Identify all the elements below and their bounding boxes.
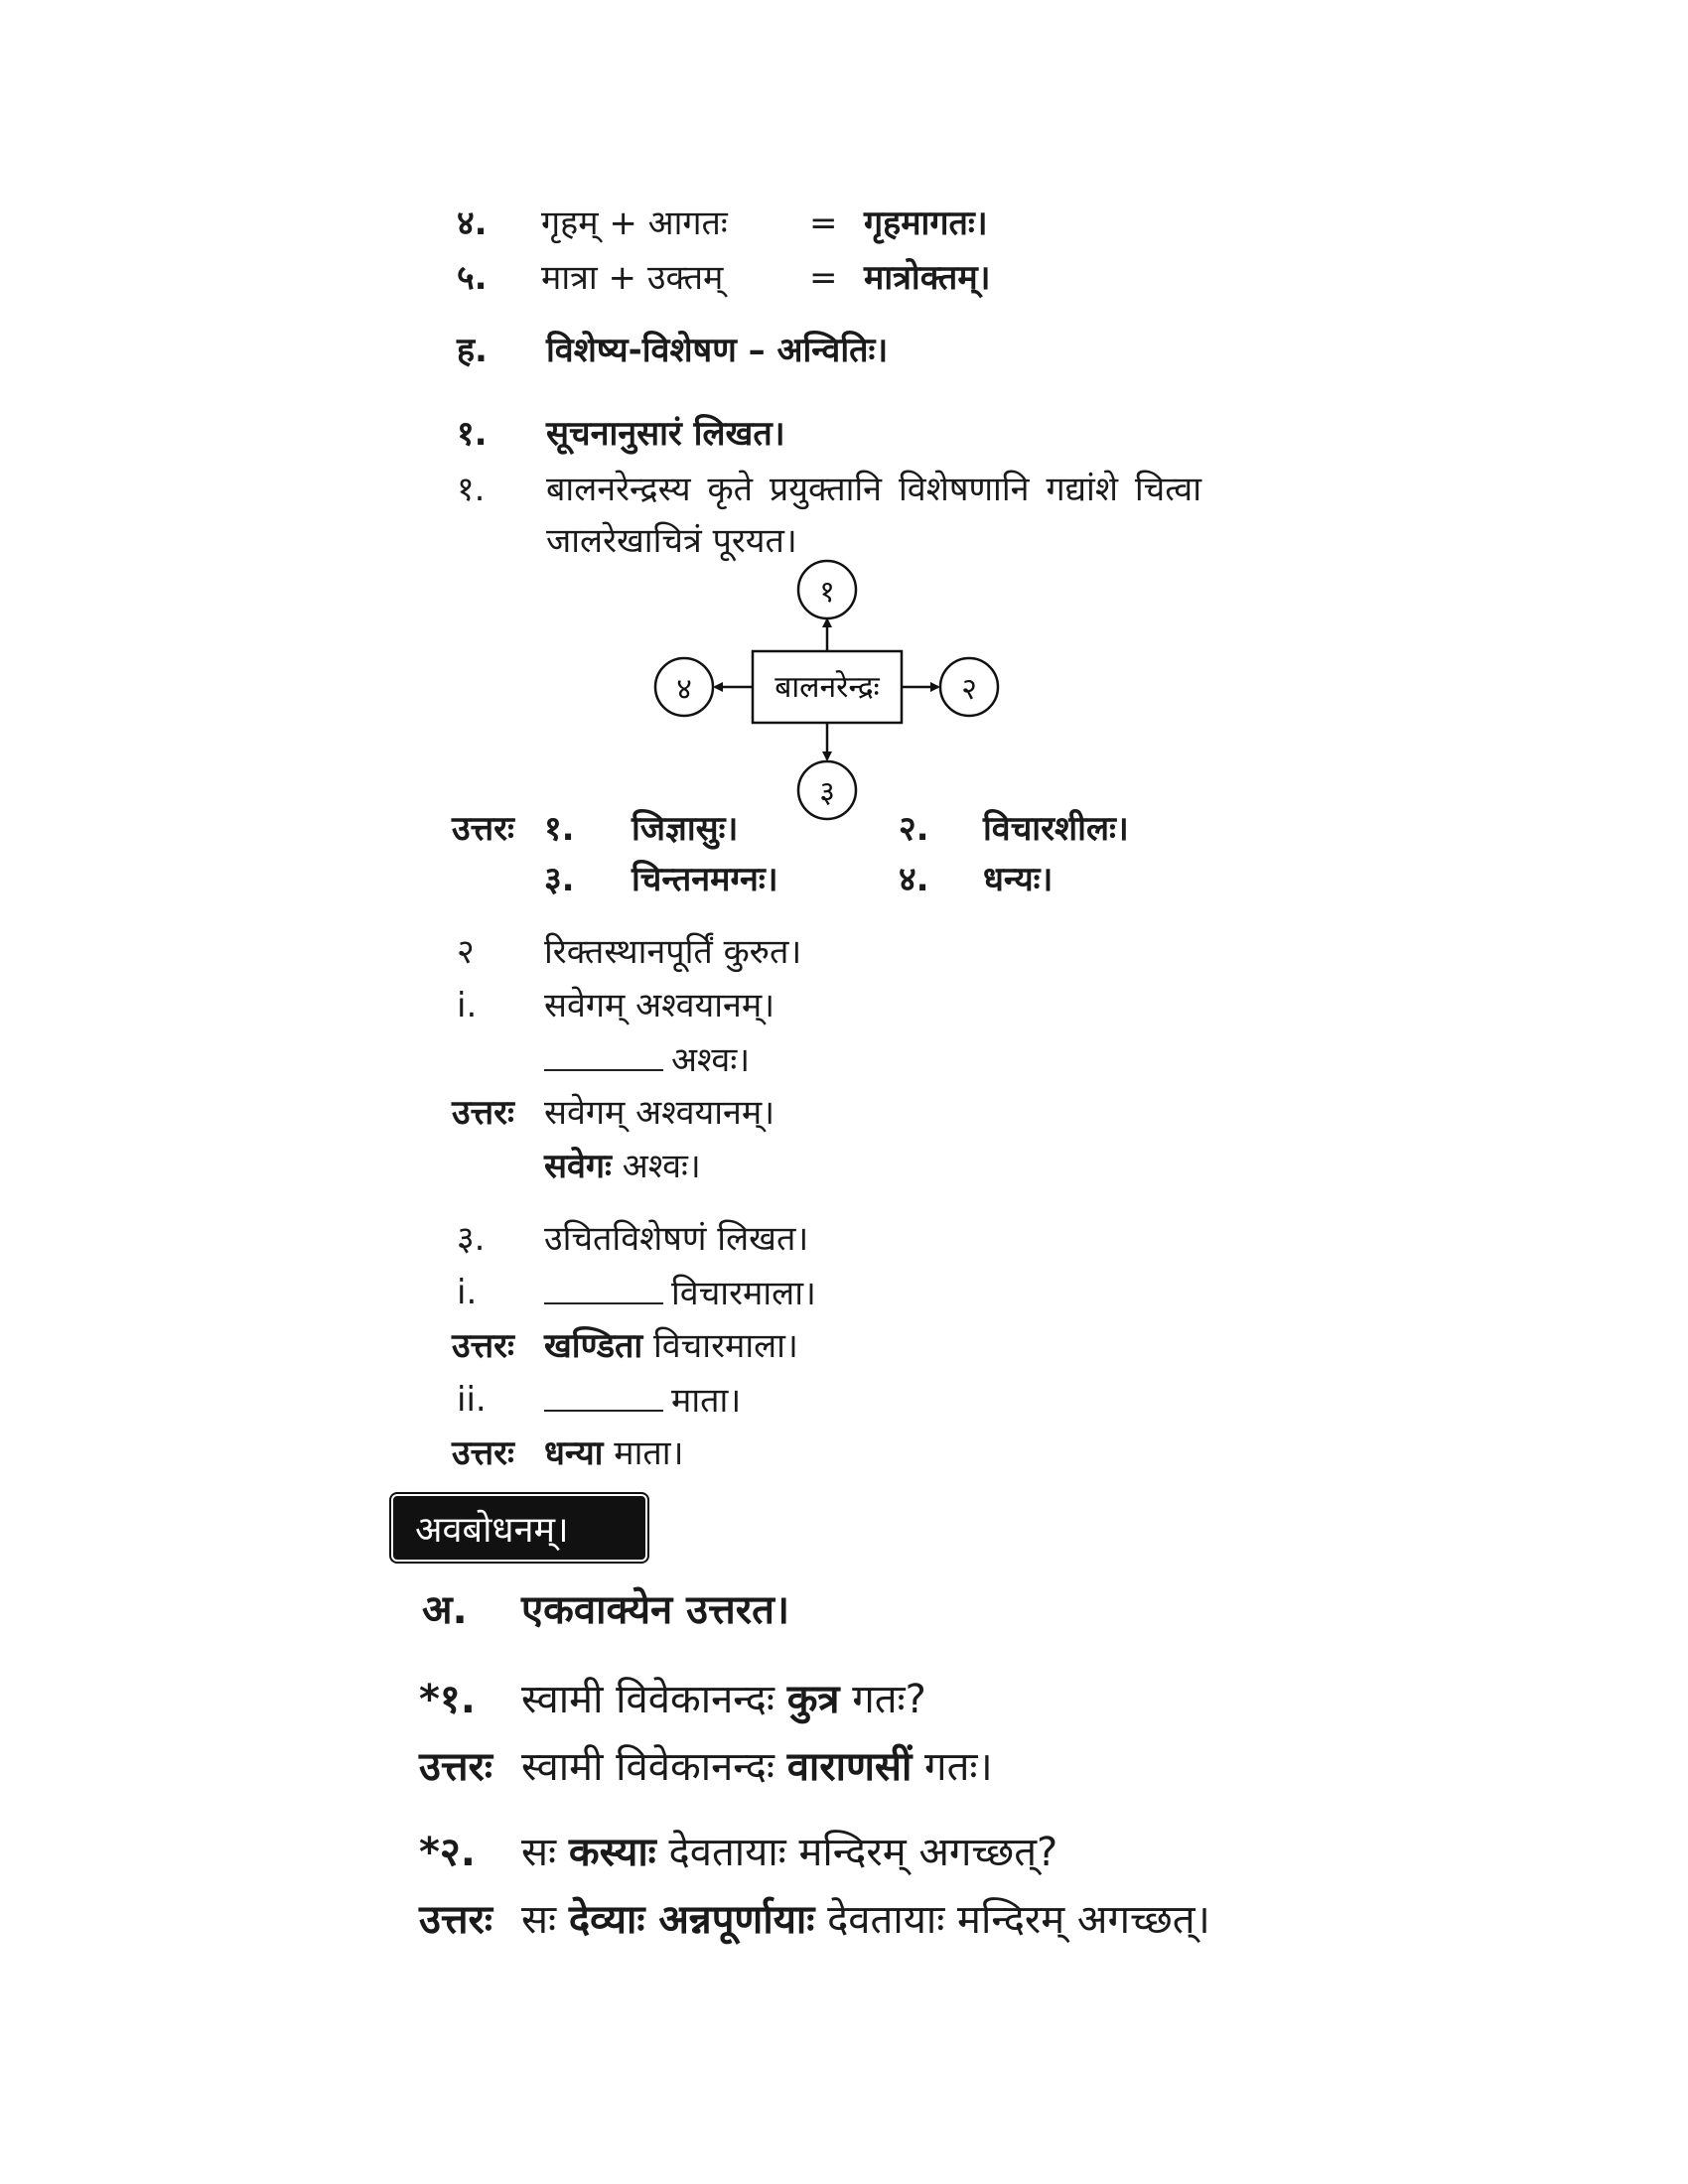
sub-number: i.: [457, 1273, 478, 1312]
a-bold: वाराणसीं: [786, 1744, 913, 1790]
q-pre: सः: [521, 1830, 557, 1875]
q-post: देवतायाः मन्दिरम् अगच्छत्?: [668, 1830, 1058, 1875]
question-text: [521, 1676, 926, 1723]
equals-sign: =: [809, 204, 838, 243]
question-number: *१.: [419, 1677, 476, 1722]
question-number: २: [457, 932, 475, 972]
sub-number: ii.: [457, 1380, 487, 1420]
phrase: सवेगम् अश्वयानम्।: [544, 986, 775, 1025]
answer-label: उत्तरः: [452, 1326, 514, 1366]
circle-3-label: ३: [819, 775, 835, 810]
answer-number: २.: [899, 809, 929, 849]
center-label: बालनरेन्द्रः: [774, 670, 880, 705]
answer-bold: धन्या: [544, 1433, 604, 1473]
circle-1-label: १: [819, 575, 835, 610]
a-post: देवतायाः मन्दिरम् अगच्छत्।: [827, 1897, 1210, 1943]
answer-phrase: [544, 1147, 701, 1186]
answer-label: उत्तरः: [452, 1093, 514, 1133]
section-heading-text: अवबोधनम्।: [415, 1509, 569, 1551]
answer-phrase: [544, 1433, 684, 1473]
q-bold: कुत्र: [786, 1677, 840, 1722]
answer-text: विचारशीलः।: [983, 809, 1129, 849]
question-number: ३.: [457, 1219, 486, 1259]
circle-4-label: ४: [676, 672, 692, 707]
instruction-line: जालरेखाचित्रं पूरयत।: [546, 521, 797, 561]
blank: [544, 1273, 663, 1304]
question-number: *२.: [419, 1830, 476, 1875]
answer-rest: विचारमाला।: [652, 1326, 798, 1366]
answer-label: उत्तरः: [419, 1897, 492, 1943]
sandhi-result: गृहमागतः।: [864, 204, 988, 243]
a-post: गतः।: [924, 1744, 993, 1790]
question-text: [521, 1829, 1057, 1876]
answer-bold: खण्डिता: [544, 1326, 643, 1366]
sandhi-result: मात्रोक्तम्।: [864, 258, 991, 298]
answer-number: ३.: [544, 860, 575, 899]
sandhi-left: मात्रा + उक्तम्: [541, 258, 724, 298]
fill-line: [544, 1273, 816, 1313]
answer-phrase: सवेगम् अश्वयानम्।: [544, 1093, 775, 1133]
sandhi-left: गृहम् + आगतः: [541, 204, 728, 243]
section-title: विशेष्य-विशेषण – अन्वितिः।: [546, 331, 889, 370]
question-number: १.: [457, 414, 488, 454]
section-letter: अ.: [422, 1587, 468, 1633]
answer-text: [521, 1896, 1210, 1944]
answer-label: उत्तरः: [419, 1744, 492, 1790]
phrase: अश्वः।: [671, 1040, 751, 1080]
blank: [544, 1039, 663, 1071]
question-title: सूचनानुसारं लिखत।: [546, 414, 785, 454]
answer-text: जिज्ञासुः।: [632, 809, 739, 849]
a-pre: सः: [521, 1897, 557, 1943]
instruction-line: बालनरेन्द्रस्य कृते प्रयुक्तानि विशेषणानि गद्यांशे चित्वा: [546, 470, 1201, 509]
blank: [544, 1380, 663, 1412]
answer-rest: माता।: [614, 1433, 684, 1473]
phrase: माता।: [671, 1381, 742, 1421]
item-number: ४.: [457, 204, 488, 243]
equals-sign: =: [809, 258, 838, 298]
q-bold: कस्याः: [568, 1830, 656, 1875]
circle-2-label: २: [961, 672, 977, 707]
answer-phrase: [544, 1326, 798, 1366]
fill-line: [544, 1380, 741, 1421]
question-title: उचितविशेषणं लिखत।: [544, 1219, 809, 1259]
answer-text: [521, 1743, 993, 1791]
fill-line: [544, 1039, 750, 1080]
a-pre: स्वामी विवेकानन्दः: [521, 1744, 774, 1790]
phrase: विचारमाला।: [671, 1274, 816, 1313]
sub-question-number: १.: [457, 470, 486, 509]
answer-rest: अश्वः।: [622, 1147, 701, 1186]
question-title: रिक्तस्थानपूर्तिं कुरुत।: [544, 932, 802, 972]
answer-label: उत्तरः: [452, 1433, 514, 1473]
section-title: एकवाक्येन उत्तरत।: [521, 1587, 790, 1633]
answer-number: १.: [544, 809, 575, 849]
answer-bold: सवेगः: [544, 1147, 612, 1186]
item-number: ५.: [457, 258, 488, 298]
answer-label: उत्तरः: [452, 809, 514, 849]
section-heading-badge: [389, 1492, 649, 1564]
sub-number: i.: [457, 986, 478, 1025]
q-pre: स्वामी विवेकानन्दः: [521, 1677, 774, 1722]
a-bold: देव्याः अन्नपूर्णायाः: [568, 1897, 815, 1943]
web-diagram: [635, 556, 1013, 824]
answer-number: ४.: [899, 860, 929, 899]
q-post: गतः?: [852, 1677, 926, 1722]
answer-text: चिन्तनमग्नः।: [632, 860, 778, 899]
answer-text: धन्यः।: [983, 860, 1054, 899]
section-letter: ह.: [457, 331, 488, 370]
